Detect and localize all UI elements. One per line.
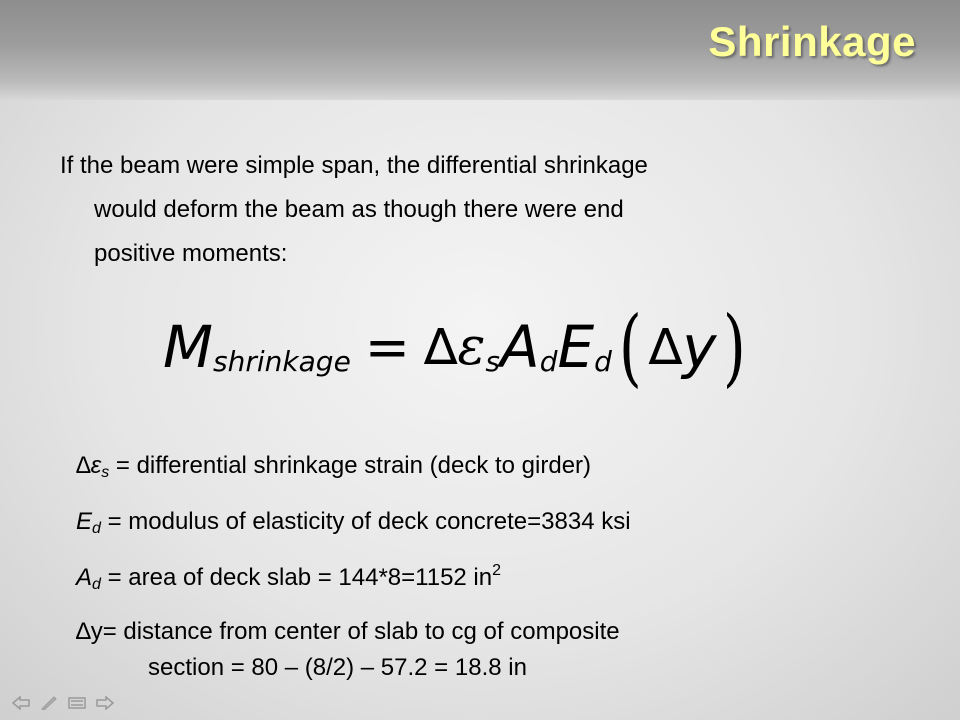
eq-epsilon: ε <box>457 317 486 377</box>
def-text: = differential shrinkage strain (deck to girder) <box>109 452 592 479</box>
definition-distance <box>76 614 631 686</box>
eq-moment-subscript: shrinkage <box>213 344 351 378</box>
def-text: = area of deck slab = 144*8=1152 in <box>100 564 493 591</box>
eq-modulus-symbol: E <box>557 313 595 381</box>
def-symbol: A <box>76 564 93 591</box>
eq-close-paren: ) <box>723 298 747 396</box>
intro-line-3: positive moments: <box>94 240 288 267</box>
def-subscript: d <box>92 520 101 537</box>
definitions-list <box>76 446 631 686</box>
slide-title: Shrinkage <box>708 18 916 65</box>
intro-paragraph <box>60 144 880 276</box>
eq-moment-symbol: M <box>163 313 214 381</box>
def-symbol: ∆ <box>76 618 91 645</box>
eq-area-symbol: A <box>500 313 540 381</box>
definition-modulus <box>76 502 631 558</box>
def-text: y= distance from center of slab to cg of composite <box>90 618 620 645</box>
back-arrow-icon[interactable] <box>12 696 30 710</box>
eq-epsilon-subscript: s <box>485 344 500 378</box>
slide-navigation <box>12 696 114 710</box>
def-continuation: section = 80 – (8/2) – 57.2 = 18.8 in <box>148 654 527 681</box>
eq-equals: = <box>364 315 411 379</box>
def-subscript: d <box>92 576 101 593</box>
eq-open-paren: ( <box>618 298 642 396</box>
eq-delta: ∆ <box>424 318 458 376</box>
intro-line-2: would deform the beam as though there were end <box>94 196 624 223</box>
def-subscript: s <box>101 464 110 481</box>
eq-area-subscript: d <box>539 344 558 378</box>
def-symbol: E <box>76 508 93 535</box>
definition-shrinkage-strain <box>76 446 631 502</box>
menu-icon[interactable] <box>68 696 86 710</box>
definition-area <box>76 558 631 614</box>
forward-arrow-icon[interactable] <box>96 696 114 710</box>
intro-line-1: If the beam were simple span, the differential shrinkage <box>60 152 648 179</box>
eq-dy-y: y <box>682 313 717 381</box>
eq-modulus-subscript: d <box>594 344 612 378</box>
def-symbol: ∆ε <box>76 452 102 479</box>
def-superscript: 2 <box>492 562 502 579</box>
shrinkage-moment-equation <box>163 298 753 396</box>
pen-icon[interactable] <box>40 696 58 710</box>
eq-dy-delta: ∆ <box>648 318 683 376</box>
def-text: = modulus of elasticity of deck concrete=3834 ksi <box>100 508 631 535</box>
